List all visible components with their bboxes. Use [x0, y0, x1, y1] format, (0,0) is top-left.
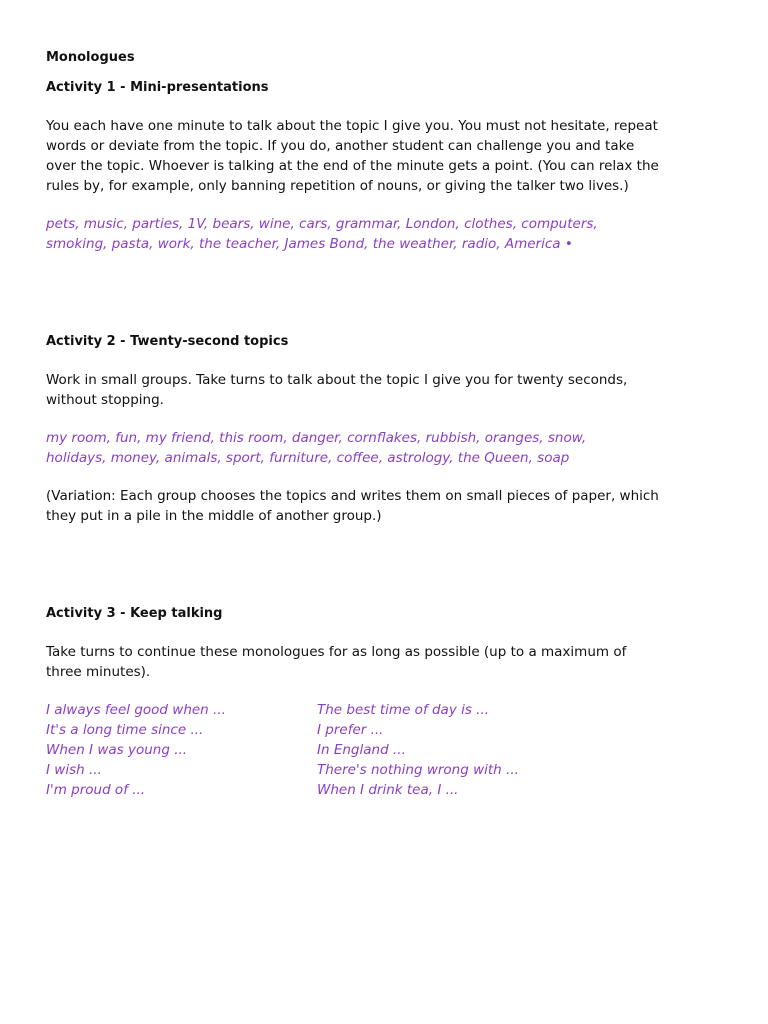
prompt-item: When I was young ...: [46, 742, 188, 758]
activity-1-heading: Activity 1 - Mini-presentations: [46, 80, 269, 95]
paragraph-line: (Variation: Each group chooses the topics and writes them on small pieces of paper, which: [46, 488, 659, 504]
paragraph-line: three minutes).: [46, 664, 151, 680]
activity-3-instructions: [46, 642, 746, 682]
activity-1-instructions: [46, 116, 746, 196]
prompt-item: There's nothing wrong with ...: [317, 762, 519, 778]
prompt-item: I'm proud of ...: [46, 782, 146, 798]
paragraph-line: over the topic. Whoever is talking at the end of the minute gets a point. (You can relax the: [46, 158, 659, 174]
activity-2-instructions: [46, 370, 746, 410]
paragraph-line: rules by, for example, only banning repetition of nouns, or giving the talker two lives.): [46, 178, 629, 194]
paragraph-line: Work in small groups. Take turns to talk about the topic I give you for twenty seconds,: [46, 372, 628, 388]
topic-line: pets, music, parties, 1V, bears, wine, cars, grammar, London, clothes, computers,: [46, 216, 598, 232]
document-page: [46, 48, 746, 800]
topic-line: my room, fun, my friend, this room, danger, cornflakes, rubbish, oranges, snow,: [46, 430, 587, 446]
topic-line: holidays, money, animals, sport, furniture, coffee, astrology, the Queen, soap: [46, 450, 570, 466]
prompt-item: In England ...: [317, 742, 406, 758]
activity-3-prompts: [46, 700, 746, 800]
prompts-right-column: [317, 700, 617, 800]
document-title: Monologues: [46, 50, 135, 65]
prompts-left-column: [46, 700, 317, 800]
activity-1-topics: [46, 214, 746, 254]
prompt-item: I prefer ...: [317, 722, 384, 738]
topic-line: smoking, pasta, work, the teacher, James Bond, the weather, radio, America •: [46, 236, 573, 252]
prompt-item: I always feel good when ...: [46, 702, 226, 718]
prompt-item: I wish ...: [46, 762, 102, 778]
paragraph-line: You each have one minute to talk about the topic I give you. You must not hesitate, repeat: [46, 118, 658, 134]
activity-2-variation: [46, 486, 746, 526]
paragraph-line: words or deviate from the topic. If you do, another student can challenge you and take: [46, 138, 635, 154]
activity-2-heading: Activity 2 - Twenty-second topics: [46, 334, 289, 349]
paragraph-line: Take turns to continue these monologues for as long as possible (up to a maximum of: [46, 644, 627, 660]
paragraph-line: without stopping.: [46, 392, 164, 408]
activity-2-topics: [46, 428, 746, 468]
prompt-item: The best time of day is ...: [317, 702, 490, 718]
prompt-item: When I drink tea, I ...: [317, 782, 459, 798]
paragraph-line: they put in a pile in the middle of another group.): [46, 508, 382, 524]
prompt-item: It's a long time since ...: [46, 722, 204, 738]
activity-3-heading: Activity 3 - Keep talking: [46, 606, 223, 621]
